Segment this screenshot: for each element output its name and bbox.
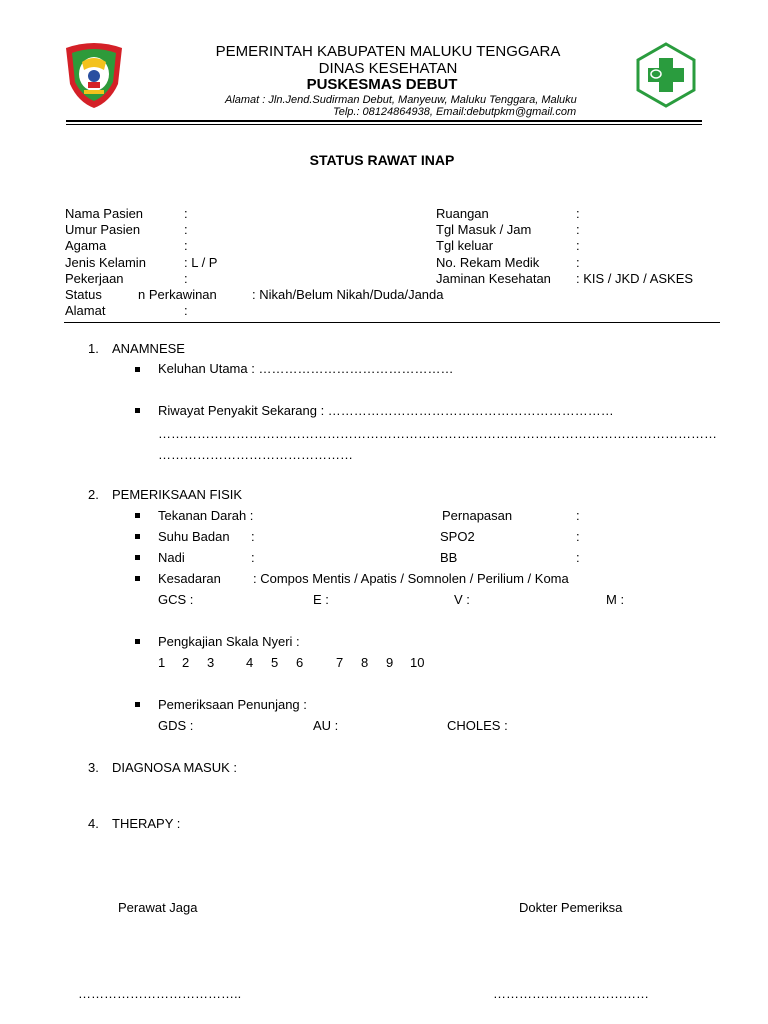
label-agama: Agama [65,238,107,253]
scale-4: 4 [246,655,254,670]
colon: : [184,271,188,286]
colon: : [576,206,580,221]
scale-9: 9 [386,655,394,670]
bullet-icon [135,576,140,581]
colon: : [184,238,188,253]
label-jenis-kelamin: Jenis Kelamin [65,255,146,270]
label-tekanan-darah: Tekanan Darah : [158,508,254,523]
signature-label-dokter: Dokter Pemeriksa [519,900,623,915]
colon: : [184,303,188,318]
colon: : [576,508,580,523]
label-rekam-medik: No. Rekam Medik [436,255,540,270]
bullet-icon [135,702,140,707]
label-bb: BB [440,550,458,565]
scale-7: 7 [336,655,344,670]
status-perkawinan-options: : Nikah/Belum Nikah/Duda/Janda [252,287,444,302]
colon: : [576,222,580,237]
label-kesadaran: Kesadaran [158,571,221,586]
header-line1: PEMERINTAH KABUPATEN MALUKU TENGGARA [215,43,561,60]
jenis-kelamin-options: : L / P [184,255,218,270]
bullet-icon [135,555,140,560]
label-gcs: GCS : [158,592,194,607]
bullet-icon [135,639,140,644]
label-status-perkawinan: n Perkawinan [138,287,217,302]
label-au: AU : [313,718,339,733]
label-pemeriksaan-penunjang: Pemeriksaan Penunjang : [158,697,307,712]
header-line2: DINAS KESEHATAN [318,60,458,77]
label-choles: CHOLES : [447,718,508,733]
scale-10: 10 [410,655,425,670]
colon: : [576,238,580,253]
label-e: E : [313,592,329,607]
header-address: Alamat : Jln.Jend.Sudirman Debut, Manyeuw, Maluku Tenggara, Maluku [225,94,577,106]
riwayat-dots: ……………………………………… [158,447,353,462]
label-spo2: SPO2 [440,529,475,544]
colon: : [576,255,580,270]
label-nama-pasien: Nama Pasien [65,206,144,221]
label-ruangan: Ruangan [436,206,489,221]
section-number: 1. [88,341,99,356]
bullet-icon [135,534,140,539]
colon: : [251,529,255,544]
header-divider-thin [66,124,702,125]
scale-2: 2 [182,655,190,670]
colon: : [251,550,255,565]
section-divider [64,322,720,323]
bullet-icon [135,513,140,518]
section-number: 2. [88,487,99,502]
label-pekerjaan: Pekerjaan [65,271,124,286]
colon: : [184,206,188,221]
kesadaran-options: : Compos Mentis / Apatis / Somnolen / Perilium / Koma [253,571,569,586]
section-title-pemeriksaan-fisik: PEMERIKSAAN FISIK [112,487,243,502]
section-title-therapy: THERAPY : [112,816,181,831]
label-skala-nyeri: Pengkajian Skala Nyeri : [158,634,300,649]
label-suhu-badan: Suhu Badan [158,529,230,544]
scale-3: 3 [207,655,215,670]
label-tgl-masuk: Tgl Masuk / Jam [436,222,532,237]
colon: : [576,529,580,544]
scale-5: 5 [271,655,279,670]
label-alamat: Alamat [65,303,106,318]
label-jaminan-kesehatan: Jaminan Kesehatan [436,271,551,286]
colon: : [184,222,188,237]
section-title-diagnosa: DIAGNOSA MASUK : [112,760,237,775]
label-tgl-keluar: Tgl keluar [436,238,494,253]
scale-6: 6 [296,655,304,670]
bullet-icon [135,367,140,372]
label-m: M : [606,592,625,607]
page-title: STATUS RAWAT INAP [309,152,455,168]
label-gds: GDS : [158,718,194,733]
riwayat-dots: ………………………………………………………………………………………………………………… [158,426,717,441]
colon: : [576,550,580,565]
header-contact: Telp.: 08124864938, Email:debutpkm@gmail.com [333,106,577,118]
scale-8: 8 [361,655,369,670]
label-pernapasan: Pernapasan [442,508,513,523]
section-number: 3. [88,760,99,775]
signature-line-dokter: ……………………………… [493,986,649,1001]
signature-label-perawat: Perawat Jaga [118,900,198,915]
label-v: V : [454,592,470,607]
header-line3: PUSKESMAS DEBUT [306,76,458,93]
signature-line-perawat: ……………………………….. [78,986,242,1001]
bullet-icon [135,408,140,413]
riwayat-penyakit: Riwayat Penyakit Sekarang : ………………………………………………………… [158,403,614,418]
scale-1: 1 [158,655,166,670]
section-number: 4. [88,816,99,831]
label-status: Status [65,287,102,302]
keluhan-utama: Keluhan Utama : ……………………………………… [158,361,454,376]
jaminan-options: : KIS / JKD / ASKES [576,271,694,286]
header-divider [66,120,702,122]
label-umur-pasien: Umur Pasien [65,222,141,237]
section-title-anamnese: ANAMNESE [112,341,185,356]
label-nadi: Nadi [158,550,185,565]
